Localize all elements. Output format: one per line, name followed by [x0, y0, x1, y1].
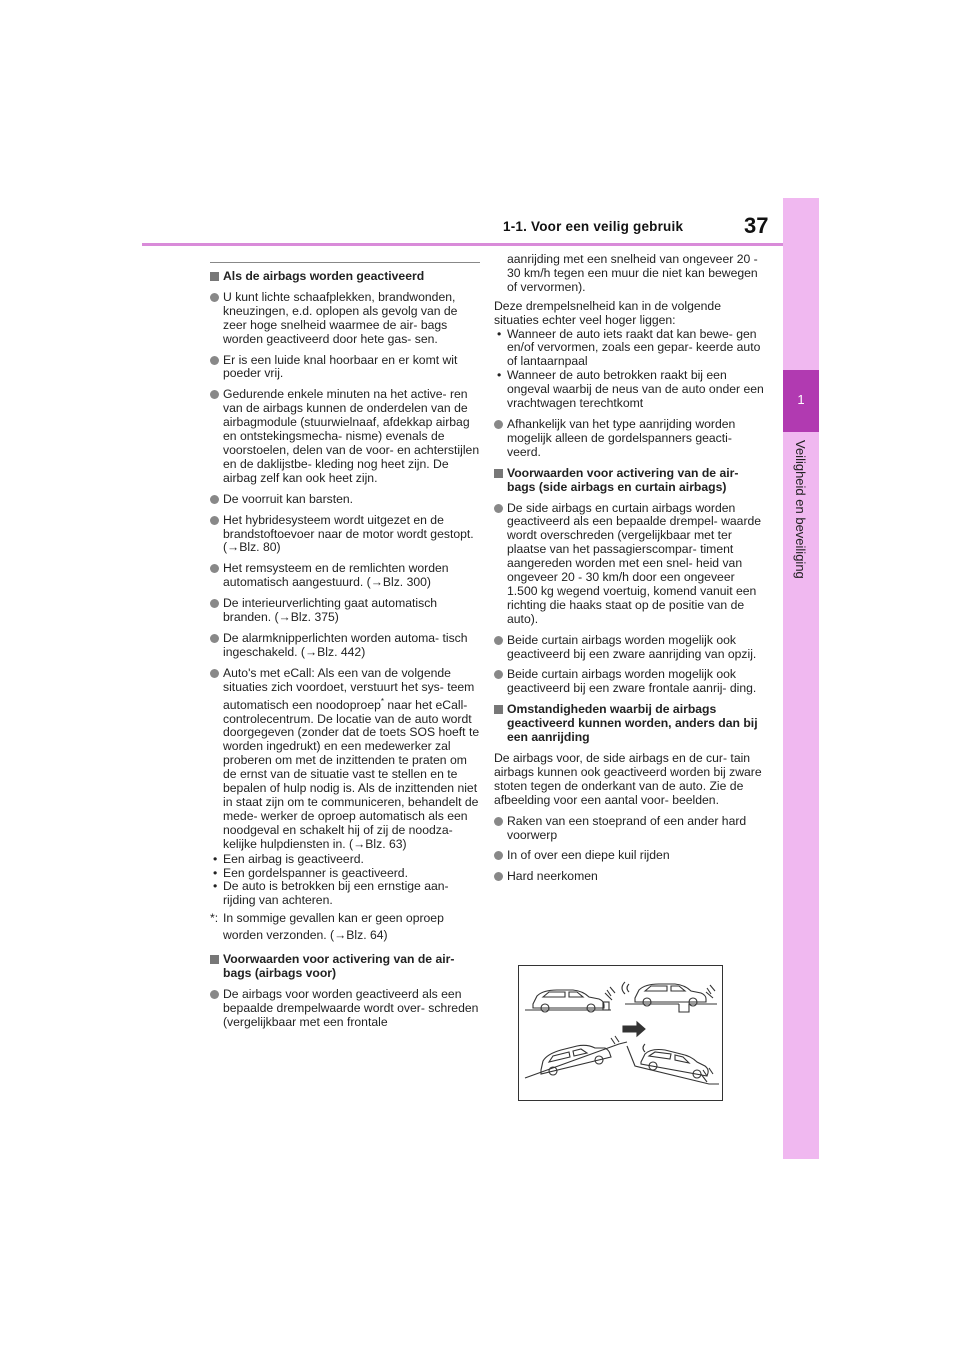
sub-item: • Een airbag is geactiveerd. — [210, 853, 480, 867]
cars-illustration-icon — [519, 966, 722, 1100]
list-item: De interieurverlichting gaat automatisch branden. (→Blz. 375) — [210, 597, 480, 625]
side-tab-label: Veiligheid en beveiliging — [793, 440, 808, 579]
list-item: Hard neerkomen — [494, 870, 764, 884]
impact-illustration — [518, 965, 723, 1101]
list-item: Het remsysteem en de remlichten worden automatisch aangestuurd. (→Blz. 300) — [210, 562, 480, 590]
header-rule — [142, 243, 783, 246]
bullet-icon — [210, 669, 219, 678]
section-heading: Voorwaarden voor activering van de air- bags (airbags voor) — [210, 953, 480, 981]
list-item: De voorruit kan barsten. — [210, 493, 480, 507]
paragraph: Deze drempelsnelheid kan in de volgende situaties echter veel hoger liggen: — [494, 298, 721, 327]
footnote: *: In sommige gevallen kan er geen oproep worden verzonden. (→Blz. 64) — [210, 911, 444, 943]
sub-item: • Een gordelspanner is geactiveerd. — [210, 867, 480, 881]
list-item: U kunt lichte schaafplekken, brandwonden, kneuzingen, e.d. oplopen als gevolg van de zeer hoge snelheid waarmee de air- bags worden geactiveerd door hete gas- sen. — [210, 291, 480, 347]
list-item: Afhankelijk van het type aanrijding worden mogelijk alleen de gordelspanners geacti- veerd. — [494, 418, 764, 460]
square-bullet-icon — [494, 705, 503, 714]
sub-item: • Wanneer de auto betrokken raakt bij een ongeval waarbij de neus van de auto onder een vrachtwagen terechtkomt — [494, 369, 764, 411]
section-heading: Voorwaarden voor activering van de air- bags (side airbags en curtain airbags) — [494, 467, 764, 495]
side-tab — [783, 198, 819, 1159]
bullet-icon — [210, 599, 219, 608]
square-bullet-icon — [210, 955, 219, 964]
list-item: Er is een luide knal hoorbaar en er komt wit poeder vrij. — [210, 354, 480, 382]
bullet-icon — [494, 636, 503, 645]
chapter-title: 1-1. Voor een veilig gebruik — [503, 219, 684, 234]
bullet-icon — [210, 356, 219, 365]
sub-item: • De auto is betrokken bij een ernstige aan- rijding van achteren. — [210, 880, 480, 908]
continued-text: aanrijding met een snelheid van ongeveer 20 - 30 km/h tegen een muur die niet kan bewegen of vervormen). — [507, 252, 758, 294]
list-item: Raken van een stoeprand of een ander hard voorwerp — [494, 815, 764, 843]
bullet-icon — [494, 670, 503, 679]
page-number: 37 — [744, 213, 769, 238]
section-heading: Omstandigheden waarbij de airbags geactiveerd kunnen worden, anders dan bij een aanrijding — [494, 703, 764, 745]
bullet-icon — [494, 420, 503, 429]
list-item: Gedurende enkele minuten na het active- ren van de airbags kunnen de onderdelen van de airbagmodule (stuurwielnaaf, afdekkap airbag en ontstekingsmecha- nisme) evenals de voorstoelen, delen van de voor- en achterstijlen en de daklijstbe- kleding nog heet zijn. De airbag zelf kan ook heet zijn. — [210, 388, 480, 485]
bullet-icon — [210, 516, 219, 525]
section-heading: Als de airbags worden geactiveerd — [210, 270, 480, 284]
list-item: De alarmknipperlichten worden automa- tisch ingeschakeld. (→Blz. 442) — [210, 632, 480, 660]
sub-item: • Wanneer de auto iets raakt dat kan bewe- gen en/of vervormen, zoals een gepar- keerde auto of lantaarnpaal — [494, 328, 764, 370]
bullet-icon — [494, 872, 503, 881]
list-item: Beide curtain airbags worden mogelijk ook geactiveerd bij een zware aanrijding van opzij. — [494, 634, 764, 662]
list-item: De side airbags en curtain airbags worden geactiveerd als een bepaalde drempel- waarde wordt overschreden (vergelijkbaar met ter plaatse van het passagierscompar- timent aangereden worden met een snel- heid van ongeveer 20 - 30 km/h door een ongeveer 1.500 kg wegend voertuig, komend vanuit een richting die haaks staat op de positie van de auto). — [494, 502, 764, 627]
list-item: Het hybridesysteem wordt uitgezet en de brandstoftoevoer naar de motor wordt gestopt. (→Blz. 80) — [210, 514, 480, 556]
bullet-icon — [210, 390, 219, 399]
left-column — [210, 262, 480, 1037]
bullet-icon — [210, 293, 219, 302]
bullet-icon — [210, 990, 219, 999]
square-bullet-icon — [494, 469, 503, 478]
list-item: De airbags voor worden geactiveerd als een bepaalde drempelwaarde wordt over- schreden (vergelijkbaar met een frontale — [210, 988, 480, 1030]
bullet-icon — [494, 851, 503, 860]
list-item: Beide curtain airbags worden mogelijk ook geactiveerd bij een zware frontale aanrij- ding. — [494, 668, 764, 696]
bullet-icon — [494, 817, 503, 826]
section-rule — [210, 262, 480, 263]
bullet-icon — [210, 634, 219, 643]
side-tab-number: 1 — [797, 392, 805, 407]
bullet-icon — [210, 495, 219, 504]
bullet-icon — [210, 564, 219, 573]
bullet-icon — [494, 504, 503, 513]
list-item: In of over een diepe kuil rijden — [494, 849, 764, 863]
paragraph: De airbags voor, de side airbags en de cur- tain airbags kunnen ook geactiveerd worden bij zware stoten tegen de onderkant van de auto. Zie de afbeelding voor een aantal voor- beelden. — [494, 751, 762, 807]
right-column — [494, 253, 764, 891]
list-item: Auto's met eCall: Als een van de volgende situaties zich voordoet, verstuurt het sys- teem automatisch een noodoproep* naar het eCall-controlecentrum. De locatie van de auto wordt doorgegeven (zonder dat de toets SOS hoeft te worden ingedrukt) en een medewerker zal proberen om met de inzittenden te praten om de ernst van de situatie vast te stellen en te bepalen of hulp nodig is. Als de inzittenden niet in staat zijn om te communiceren, behandelt de mede- werker de oproep automatisch als een noodgeval en schakelt hij of zij de noodza- kelijke hulpdiensten in. (→Blz. 63) — [210, 667, 480, 852]
square-bullet-icon — [210, 272, 219, 281]
